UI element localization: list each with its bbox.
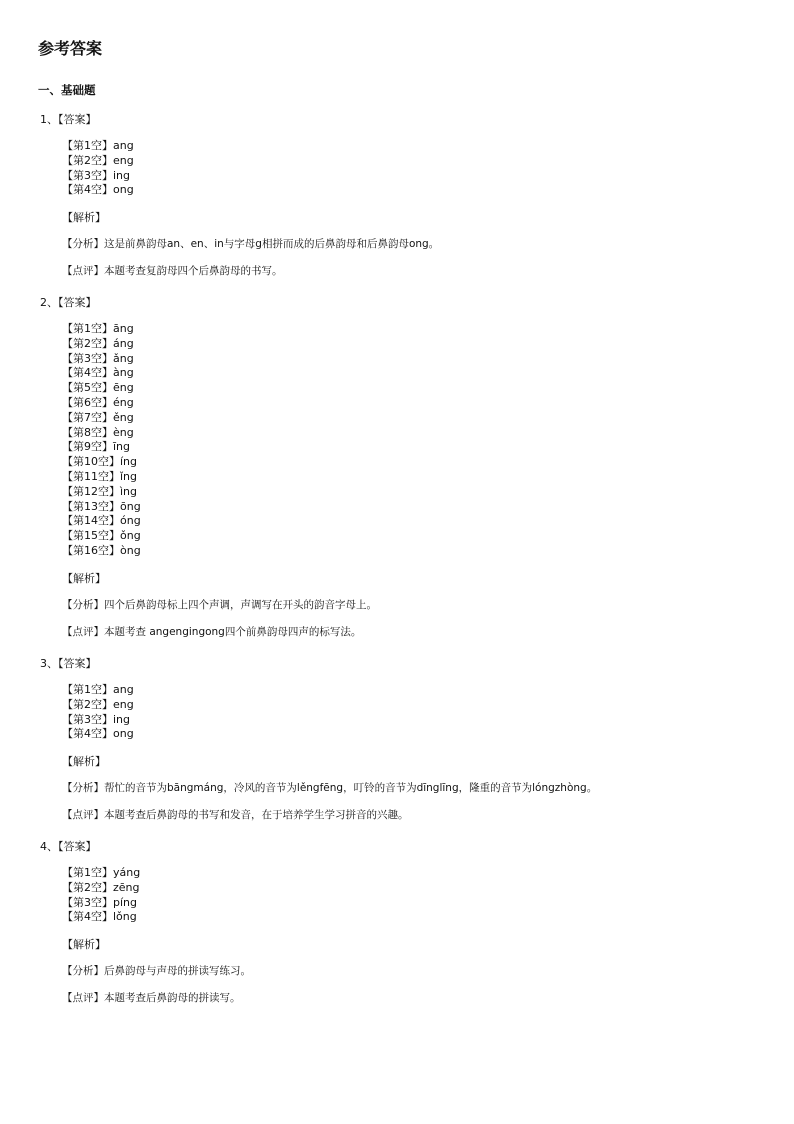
answer-blank [62, 683, 134, 698]
blank-label: 【第3空】 [62, 895, 113, 909]
blank-value: ing [113, 712, 131, 726]
comment-tag: 【点评】 [62, 265, 104, 277]
analysis-text: 四个后鼻韵母标上四个声调，声调写在开头的韵音字母上。 [104, 599, 377, 611]
blank-label: 【第3空】 [62, 168, 113, 182]
comment-paragraph [62, 991, 241, 1006]
answer-blank [62, 529, 141, 544]
blank-label: 【第5空】 [62, 381, 113, 395]
comment-text: 本题考查后鼻韵母的书写和发音，在于培养学生学习拼音的兴趣。 [104, 809, 409, 821]
answer-label: 【答案】 [58, 840, 97, 853]
question-number: 3、 [40, 657, 58, 670]
blank-value: ǎng [113, 351, 134, 365]
answer-blank [62, 514, 141, 529]
answer-blank [62, 154, 134, 169]
blank-label: 【第15空】 [62, 529, 120, 543]
blank-label: 【第2空】 [62, 880, 113, 894]
comment-text: 本题考查复韵母四个后鼻韵母的书写。 [104, 265, 283, 277]
analysis-paragraph [62, 964, 251, 979]
answer-blank [62, 411, 141, 426]
blank-value: íng [120, 455, 138, 469]
question-header [40, 656, 97, 671]
answer-blank [62, 727, 134, 742]
blank-label: 【第13空】 [62, 499, 120, 513]
blank-value: ǐng [120, 469, 138, 483]
answer-blank [62, 485, 141, 500]
blank-value: ěng [113, 410, 134, 424]
blank-value: éng [113, 395, 134, 409]
blank-value: zēng [113, 880, 140, 894]
answer-label: 【答案】 [58, 657, 97, 670]
question-number: 1、 [40, 113, 58, 126]
analysis-tag: 【分析】 [62, 965, 104, 977]
blank-value: óng [120, 514, 141, 528]
answer-blank [62, 322, 141, 337]
blank-value: ong [113, 727, 134, 741]
question-header [40, 295, 97, 310]
answer-blanks [62, 866, 140, 925]
question-header [40, 112, 97, 127]
answer-blank [62, 139, 134, 154]
blank-value: ǒng [120, 529, 141, 543]
blank-label: 【第11空】 [62, 469, 120, 483]
answer-blank [62, 337, 141, 352]
blank-label: 【第2空】 [62, 697, 113, 711]
analysis-label: 【解析】 [62, 755, 106, 768]
blank-value: òng [120, 543, 141, 557]
blank-label: 【第8空】 [62, 425, 113, 439]
blank-value: lǒng [113, 910, 137, 924]
blank-label: 【第12空】 [62, 484, 120, 498]
blank-label: 【第1空】 [62, 139, 113, 152]
answer-blank [62, 396, 141, 411]
blank-value: yáng [113, 866, 141, 879]
blank-value: eng [113, 697, 134, 711]
answer-label: 【答案】 [58, 296, 97, 309]
analysis-text: 帮忙的音节为bāngmáng，冷风的音节为lěngfēng，叮铃的音节为dīnglīng，隆重的音节为lóngzhòng。 [104, 782, 598, 794]
blank-label: 【第14空】 [62, 514, 120, 528]
blank-label: 【第4空】 [62, 366, 113, 380]
blank-value: ōng [120, 499, 141, 513]
blank-label: 【第4空】 [62, 183, 113, 197]
answer-blanks [62, 683, 134, 742]
analysis-label: 【解析】 [62, 211, 106, 224]
blank-value: ēng [113, 381, 134, 395]
analysis-text: 这是前鼻韵母an、en、in与字母g相拼而成的后鼻韵母和后鼻韵母ong。 [104, 238, 440, 250]
answer-blank [62, 366, 141, 381]
comment-paragraph [62, 808, 409, 823]
answer-blanks [62, 322, 141, 559]
analysis-text: 后鼻韵母与声母的拼读写练习。 [104, 965, 251, 977]
comment-paragraph [62, 264, 283, 279]
section-title: 一、基础题 [38, 83, 96, 97]
analysis-paragraph [62, 237, 439, 252]
blank-label: 【第1空】 [62, 866, 113, 879]
answer-blank [62, 470, 141, 485]
blank-label: 【第1空】 [62, 683, 113, 696]
analysis-tag: 【分析】 [62, 599, 104, 611]
blank-label: 【第1空】 [62, 322, 113, 335]
answer-blank [62, 455, 141, 470]
blank-label: 【第2空】 [62, 153, 113, 167]
blank-label: 【第3空】 [62, 351, 113, 365]
blank-label: 【第7空】 [62, 410, 113, 424]
blank-label: 【第4空】 [62, 910, 113, 924]
answer-blank [62, 881, 140, 896]
question-number: 4、 [40, 840, 58, 853]
blank-value: ang [113, 683, 134, 696]
comment-text: 本题考查后鼻韵母的拼读写。 [104, 992, 241, 1004]
blank-value: ing [113, 168, 131, 182]
answer-blank [62, 183, 134, 198]
comment-tag: 【点评】 [62, 809, 104, 821]
answer-blank [62, 866, 140, 881]
analysis-paragraph [62, 598, 377, 613]
blank-label: 【第10空】 [62, 455, 120, 469]
answer-label: 【答案】 [58, 113, 97, 126]
blank-value: īng [113, 440, 131, 454]
analysis-label: 【解析】 [62, 572, 106, 585]
comment-tag: 【点评】 [62, 626, 104, 638]
blank-value: ìng [120, 484, 138, 498]
answer-blank [62, 544, 141, 559]
blank-value: píng [113, 895, 137, 909]
blank-label: 【第4空】 [62, 727, 113, 741]
analysis-tag: 【分析】 [62, 782, 104, 794]
blank-value: èng [113, 425, 134, 439]
answer-blank [62, 440, 141, 455]
answer-blank [62, 713, 134, 728]
answer-blank [62, 500, 141, 515]
comment-text: 本题考查 angengingong四个前鼻韵母四声的标写法。 [104, 626, 362, 638]
analysis-tag: 【分析】 [62, 238, 104, 250]
blank-label: 【第3空】 [62, 712, 113, 726]
answer-blank [62, 910, 140, 925]
blank-label: 【第6空】 [62, 395, 113, 409]
comment-paragraph [62, 625, 361, 640]
page-title: 参考答案 [38, 39, 103, 58]
analysis-label: 【解析】 [62, 938, 106, 951]
comment-tag: 【点评】 [62, 992, 104, 1004]
question-number: 2、 [40, 296, 58, 309]
answer-blank [62, 169, 134, 184]
blank-value: ong [113, 183, 134, 197]
analysis-paragraph [62, 781, 597, 796]
answer-blank [62, 698, 134, 713]
blank-label: 【第9空】 [62, 440, 113, 454]
blank-value: ang [113, 139, 134, 152]
question-header [40, 839, 97, 854]
blank-value: āng [113, 322, 134, 335]
answer-blank [62, 352, 141, 367]
blank-label: 【第16空】 [62, 543, 120, 557]
answer-blank [62, 426, 141, 441]
blank-value: àng [113, 366, 134, 380]
blank-value: áng [113, 336, 134, 350]
answer-blank [62, 381, 141, 396]
blank-value: eng [113, 153, 134, 167]
blank-label: 【第2空】 [62, 336, 113, 350]
answer-blanks [62, 139, 134, 198]
answer-blank [62, 896, 140, 911]
